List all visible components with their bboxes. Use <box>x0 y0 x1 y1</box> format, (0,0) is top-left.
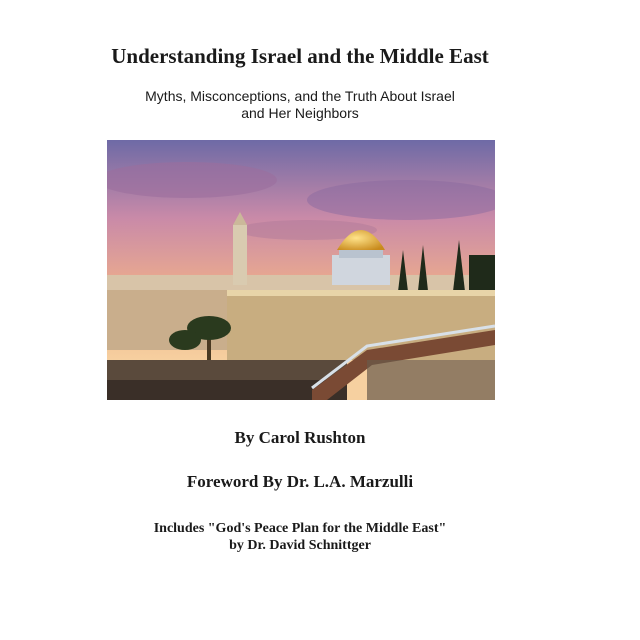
includes-line-1: Includes "God's Peace Plan for the Middle East" <box>153 521 447 536</box>
book-title: Understanding Israel and the Middle East <box>111 44 489 68</box>
subtitle-line-1: Myths, Misconceptions, and the Truth About Israel <box>145 88 455 104</box>
jerusalem-cover-photo <box>107 140 495 400</box>
includes-line-2: by Dr. David Schnittger <box>229 538 371 553</box>
includes-note <box>0 520 600 554</box>
book-subtitle <box>0 88 600 122</box>
author-line: By Carol Rushton <box>234 428 366 447</box>
subtitle-line-2: and Her Neighbors <box>241 105 359 121</box>
foreword-line: Foreword By Dr. L.A. Marzulli <box>186 472 414 491</box>
minaret <box>233 212 247 285</box>
